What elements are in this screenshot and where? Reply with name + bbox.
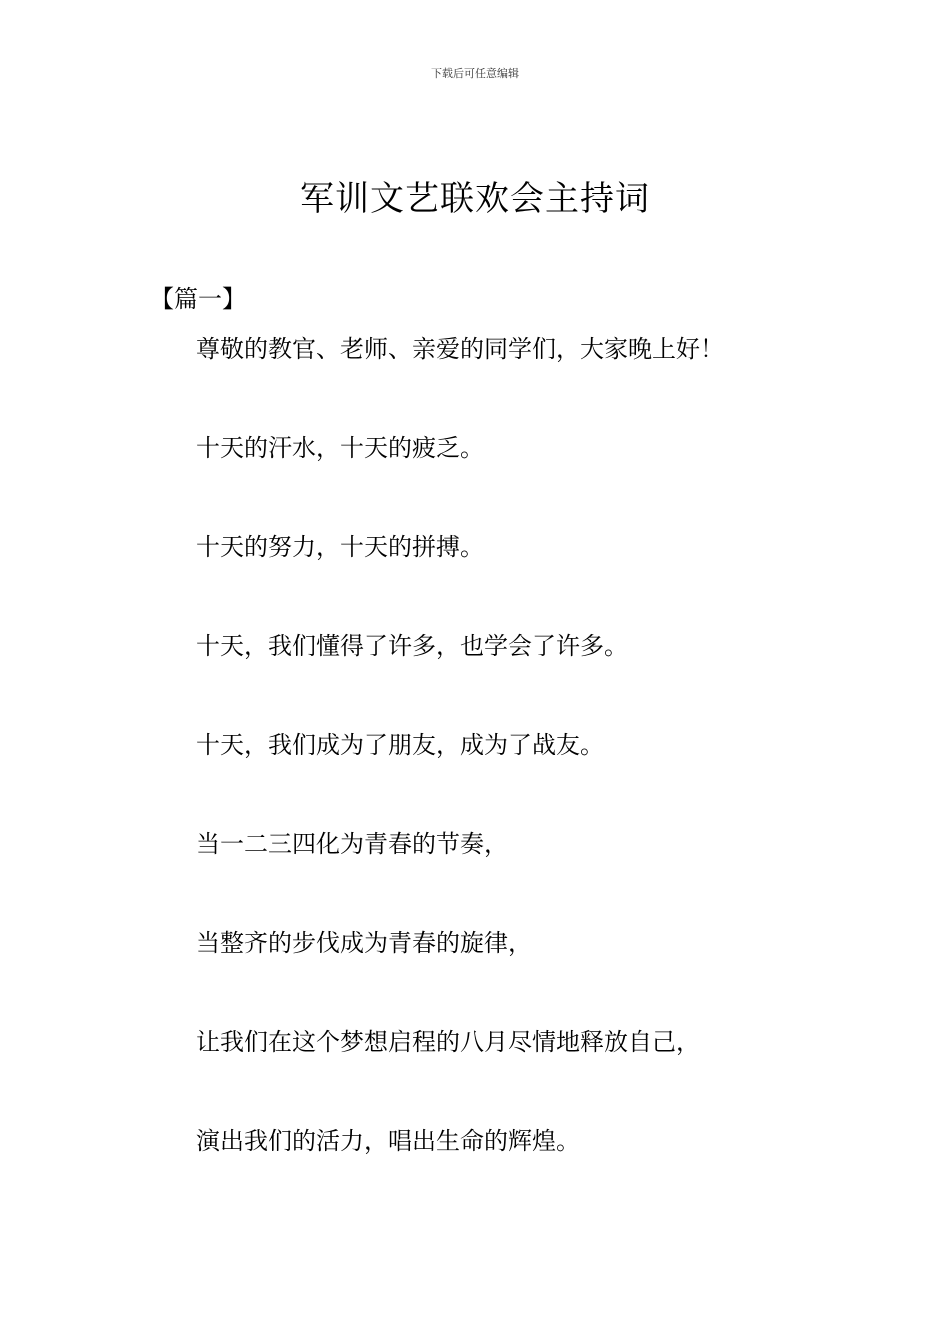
paragraph: 十天的汗水，十天的疲乏。 — [196, 434, 484, 462]
paragraph: 十天的努力，十天的拼搏。 — [196, 533, 484, 561]
header-note: 下载后可任意编辑 — [431, 67, 519, 80]
section-label: 【篇一】 — [150, 285, 246, 313]
paragraph: 演出我们的活力，唱出生命的辉煌。 — [196, 1127, 580, 1155]
paragraph: 当一二三四化为青春的节奏， — [196, 830, 508, 858]
paragraph-list — [196, 332, 724, 1223]
paragraph: 尊敬的教官、老师、亲爱的同学们，大家晚上好！ — [196, 335, 724, 363]
paragraph: 十天，我们懂得了许多，也学会了许多。 — [196, 632, 628, 660]
paragraph: 当整齐的步伐成为青春的旋律， — [196, 929, 532, 957]
paragraph: 十天，我们成为了朋友，成为了战友。 — [196, 731, 604, 759]
document-title: 军训文艺联欢会主持词 — [300, 179, 650, 219]
paragraph: 让我们在这个梦想启程的八月尽情地释放自己， — [196, 1028, 700, 1056]
